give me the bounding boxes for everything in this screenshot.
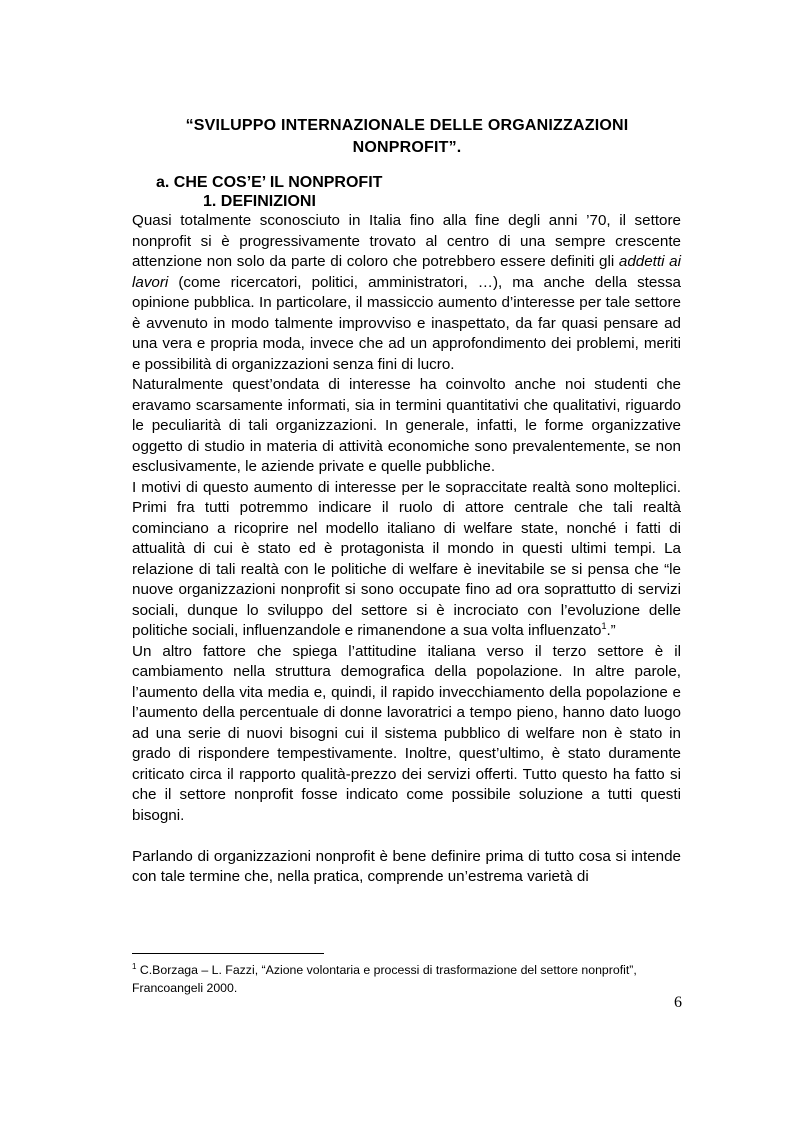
paragraph-2: Naturalmente quest’ondata di interesse ha coinvolto anche noi studenti che eravamo scarsamente informati, sia in termini quantitativi che qualitativi, riguardo le peculiarità di tali organizzazioni. In generale, infatti, le forme organizzative oggetto di studio in materia di attività economiche sono prevalentemente, se non esclusivamente, le aziende private e quelle pubbliche. [132,376,681,475]
paragraph-4: Un altro fattore che spiega l’attitudine italiana verso il terzo settore è il cambiamento nella struttura demografica della popolazione. In altre parole, l’aumento della vita media e, quindi, il rapido invecchiamento della popolazione e l’aumento della percentuale di donne lavoratrici a tempo pieno, hanno dato luogo ad una serie di nuovi bisogni cui il sistema pubblico di welfare non è stato in grado di rispondere tempestivamente. Inoltre, quest’ultimo, è stato duramente criticato circa il rapporto qualità-prezzo dei servizi offerti. Tutto questo ha fatto si che il settore nonprofit fosse indicato come possibile soluzione a tutti questi bisogni. [132,642,681,824]
paragraph-1-start: Quasi totalmente sconosciuto in Italia fino alla fine degli anni ’70, il settore nonprofit si è progressivamente trovato al centro di una sempre crescente attenzione non solo da parte di coloro che potrebbero essere definiti gli [132,212,681,270]
paragraph-5: Parlando di organizzazioni nonprofit è bene definire prima di tutto cosa si intende con tale termine che, nella pratica, comprende un’estrema varietà di [132,847,681,885]
paragraph-3 [132,478,681,642]
footnote [132,961,692,997]
paragraph-3-end: .” [606,622,616,639]
body-text [132,211,681,888]
document-title [132,115,682,159]
paragraph-1-end: (come ricercatori, politici, amministratori, …), ma anche della stessa opinione pubblica. In particolare, il massiccio aumento d’interesse per tale settore è avvenuto in modo talmente improvviso e inaspettato, da far quasi pensare ad una vera e propria moda, invece che ad un approfondimento dei problemi, meriti e possibilità di organizzazioni senza fini di lucro. [132,273,681,373]
title-line-2: NONPROFIT”. [352,139,462,156]
paragraph-1 [132,211,681,375]
section-heading-a: a. CHE COS’E’ IL NONPROFIT [156,174,383,191]
subsection-heading-1: 1. DEFINIZIONI [203,193,316,210]
footnote-separator [132,953,324,954]
footnote-reference[interactable]: 1 [601,620,607,631]
paragraph-3-start: I motivi di questo aumento di interesse per le sopraccitate realtà sono molteplici. Primi fra tutti potremmo indicare il ruolo di attore centrale che tali realtà cominciano a ricoprire nel modello italiano di welfare state, nonché i fatti di attualità di cui è stato ed è protagonista il mondo in questi ultimi tempi. La relazione di tali realtà con le politiche di welfare è inevitabile se si pensa che “le nuove organizzazioni nonprofit si sono occupate fino ad ora soprattutto di servizi sociali, dunque lo sviluppo del settore si è incrociato con l’evoluzione delle politiche sociali, influenzandole e rimanendone a sua volta influenzato [132,478,681,639]
footnote-marker: 1 [132,961,137,971]
paragraph-1-italic: addetti ai lavori [132,253,682,291]
footnote-text: C.Borzaga – L. Fazzi, “Azione volontaria e processi di trasformazione del settore nonprofit”, Francoangeli 2000. [132,963,637,995]
page-number: 6 [674,994,682,1011]
title-line-1: “SVILUPPO INTERNAZIONALE DELLE ORGANIZZAZIONI [185,117,629,134]
